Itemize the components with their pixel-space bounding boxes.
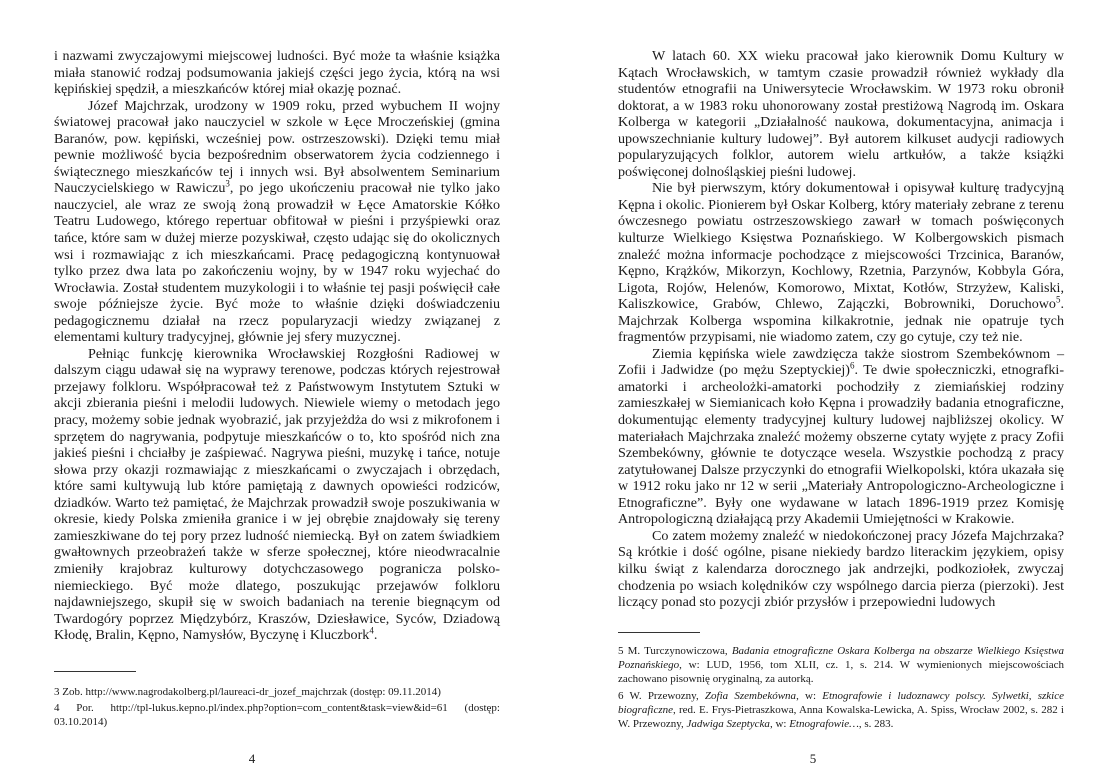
footnotes xyxy=(54,671,500,732)
left-body-text xyxy=(54,48,500,644)
paragraph: Józef Majchrzak, urodzony w 1909 roku, przed wybuchem II wojny światowej pracował jako nauczyciel w szkole w Łęce Mroczeńskiej (gmina Baranów, pow. kępiński, wcześniej pow. ostrzeszowski). Dzięki temu miał pewnie możliwość bycia bezpośrednim obserwatorem życia codziennego i świątecznego mieszkańców tej i innych wsi. Był absolwentem Seminarium Nauczycielskiego w Rawiczu$^3$, po jego ukończeniu pracował nie tylko jako nauczyciel, ale wraz ze swoją żoną prowadził w Łęce Amatorskie Kółko Teatru Ludowego, którego repertuar obfitował w pieśni i przyśpiewki oraz tańce, które sam w dużej mierze pozyskiwał, często udając się do okolicznych wsi i rozmawiając z ich mieszkańcami. Pracę pedagogiczną kontynuował tylko przez dwa lata po zakończeniu wojny, by w 1947 roku wyjechać do Wrocławia. Został studentem muzykologii i to właśnie tej pasji poświęcił całe swoje późniejsze życie. Być może to właśnie dzięki doświadczeniu pedagogicznemu działał na rzecz popularyzacji wiedzy związanej z elementami kultury tradycyjnej, głównie jej sfery muzycznej. xyxy=(54,97,500,346)
footnote-ref[interactable]: 5 xyxy=(1055,294,1061,305)
footnote-divider xyxy=(54,671,136,672)
right-page xyxy=(550,0,1100,784)
footnote: 3 Zob. http://www.nagrodakolberg.pl/laureaci-dr_jozef_majchrzak (dostęp: 09.11.2014) xyxy=(54,686,441,698)
paragraph: Nie był pierwszym, który dokumentował i opisywał kulturę tradycyjną Kępna i okolic. Pionierem był Oskar Kolberg, który materiały zebrane z terenu ówczesnego powiatu ostrzeszowskiego zawarł w tomach poświęconych kulturze Wielkiego Księstwa Poznańskiego. W Kolbergowskich pismach znaleźć można informacje pochodzące z miejscowości Trzcinica, Baranów, Kępno, Krążków, Mikorzyn, Kochlowy, Rzetnia, Parzynów, Kobbyla Góra, Ligota, Rojów, Helenów, Komorowo, Mixtat, Kotłów, Strzyżew, Kaliski, Kaliszkowice, Grabów, Chlewo, Zajączki, Bobrowniki, Doruchowo$^5$. Majchrzak Kolberga wspomina kilkakrotnie, jednak nie opatruje tych fragmentów przypisami, nie wiadomo zatem, czy go cytuje, czy też nie. xyxy=(618,180,1064,346)
footnote-ref[interactable]: 6 xyxy=(849,360,855,371)
footnote: 6 W. Przewozny, Zofia Szembekówna, w: Etnografowie i ludoznawcy polscy. Sylwetki, szkice biograficzne, red. E. Frys-Pietraszkowa, Anna Kowalska-Lewicka, A. Spiss, Wrocław 2002, s. 282 i W. Przewozny, Jadwiga Szeptycka, w: Etnografowie…, s. 283. xyxy=(618,689,1064,731)
right-body-text xyxy=(618,48,1064,611)
footnote-divider xyxy=(618,632,700,633)
footnote: 5 M. Turczynowiczowa, Badania etnograficzne Oskara Kolberga na obszarze Wielkiego Księstwa Poznańskiego, w: LUD, 1956, tom XLII, cz. 1, s. 214. W wymienionych miejscowościach zachowano pisownię oryginalną, za autorką. xyxy=(618,645,1065,686)
footnote: 4 Por. http://tpl-lukus.kepno.pl/index.php?option=com_content&task=view&id=61 (dostęp: 03.10.2014) xyxy=(54,702,500,729)
page-number: 5 xyxy=(809,751,817,766)
footnote-ref[interactable]: 3 xyxy=(225,178,230,189)
page-number: 4 xyxy=(248,751,256,766)
paragraph: Ziemia kępińska wiele zawdzięcza także siostrom Szembekównom – Zofii i Jadwidze (po mężu Szeptyckiej)$^6$. Te dwie społeczniczki, etnografki-amatorki i archeolożki-amatorki pochodziły z ziemiańskiej rodziny zamieszkałej w Siemianicach koło Kępna i prowadziły badania etnograficzne, dokumentując elementy tradycyjnej kultury ludowej najbliższej okolicy. W materiałach Majchrzaka znaleźć możemy obszerne cytaty wyjęte z pracy Zofii Szembekówny, głównie te dotyczące wesela. Wszystkie pochodzą z pracy zatytułowanej Dalsze przyczynki do etnografii Wielkopolski, która ukazała się w 1912 roku jako nr 12 w serii „Materiały Antropologiczno-Archeologiczne i Etnograficzne”. Były one wydawane w latach 1896-1919 przez Komisję Antropologiczną działającą przy Akademii Umiejętności w Krakowie. xyxy=(618,345,1065,528)
paragraph: Pełniąc funkcję kierownika Wrocławskiej Rozgłośni Radiowej w dalszym ciągu udawał się na wyprawy terenowe, podczas których rejestrował przejawy folkloru. Współpracował też z Państwowym Instytutem Sztuki w akcji zbierania pieśni i melodii ludowych. Niewiele wiemy o metodach jego pracy, możemy sobie jednak wyobrazić, jak przyjeżdża do wsi z mikrofonem i sprzętem do nagrywania, podpytuje mieszkańców o to, kto spośród nich zna jakieś pieśni i chciałby je zaśpiewać. Nagrywa pieśni, muzykę i tańce, notuje słowa przy okazji rozmawiając z mieszkańcami o zwyczajach i obrzędach, które sami kultywują lub które pamiętają z dawnych opowieści rodziców, dziadków. Warto też pamiętać, że Majchrzak prowadził swoje poszukiwania w okresie, kiedy Polska zmieniła granice i w jej obrębie znajdowały się tereny zamieszkiwane do tej pory przez ludność niemiecką. Był on zatem świadkiem gwałtownych przeobrażeń także w sferze społecznej, które nieodwracalnie zmieniły krajobraz kulturowy dotychczasowego pogranicza polsko-niemieckiego. Być może dlatego, poszukując przejawów folkloru najdawniejszego, skupił się w swoich badaniach na terenie biegnącym od Twardogóry poprzez Międzybórz, Kraszów, Dziesławice, Syców, Dziadową Kłodę, Bralin, Kępno, Namysłów, Byczynę i Kluczbork$^4$. xyxy=(54,345,500,644)
footnote-ref[interactable]: 4 xyxy=(369,625,374,636)
paragraph: W latach 60. XX wieku pracował jako kierownik Domu Kultury w Kątach Wrocławskich, w tamtym czasie prowadził również wykłady dla studentów etnografii na Uniwersytecie Wrocławskim. W 1973 roku obronił doktorat, a w 1983 roku uhonorowany został prestiżową Nagrodą im. Oskara Kolberga w kategorii „Działalność naukowa, dokumentacyjna, animacja i upowszechnianie kultury ludowej”. Był autorem kilkuset audycji radiowych popularyzujących folklor, autorem wielu artkułów, a także książki poświęconej dolnośląskiej pieśni ludowej. xyxy=(618,48,1064,180)
paragraph: i nazwami zwyczajowymi miejscowej ludności. Być może ta właśnie książka miała stanowić rodzaj podsumowania jakiejś części jego życia, którą na wsi kępińskiej spędził, a mieszkańców której miał okazję poznać. xyxy=(54,48,500,98)
footnotes xyxy=(618,632,1064,733)
paragraph: Co zatem możemy znaleźć w niedokończonej pracy Józefa Majchrzaka? Są krótkie i dość ogólne, pisane niekiedy bardzo literackim językiem, opisy kilku świąt z kalendarza dorocznego jak andrzejki, podkoziołek, zwyczaj chodzenia po wsiach kolędników czy wspólnego darcia pierza (pierzoki). Jest liczący ponad sto pozycji zbiór przysłów i przepowiedni ludowych xyxy=(618,527,1064,611)
